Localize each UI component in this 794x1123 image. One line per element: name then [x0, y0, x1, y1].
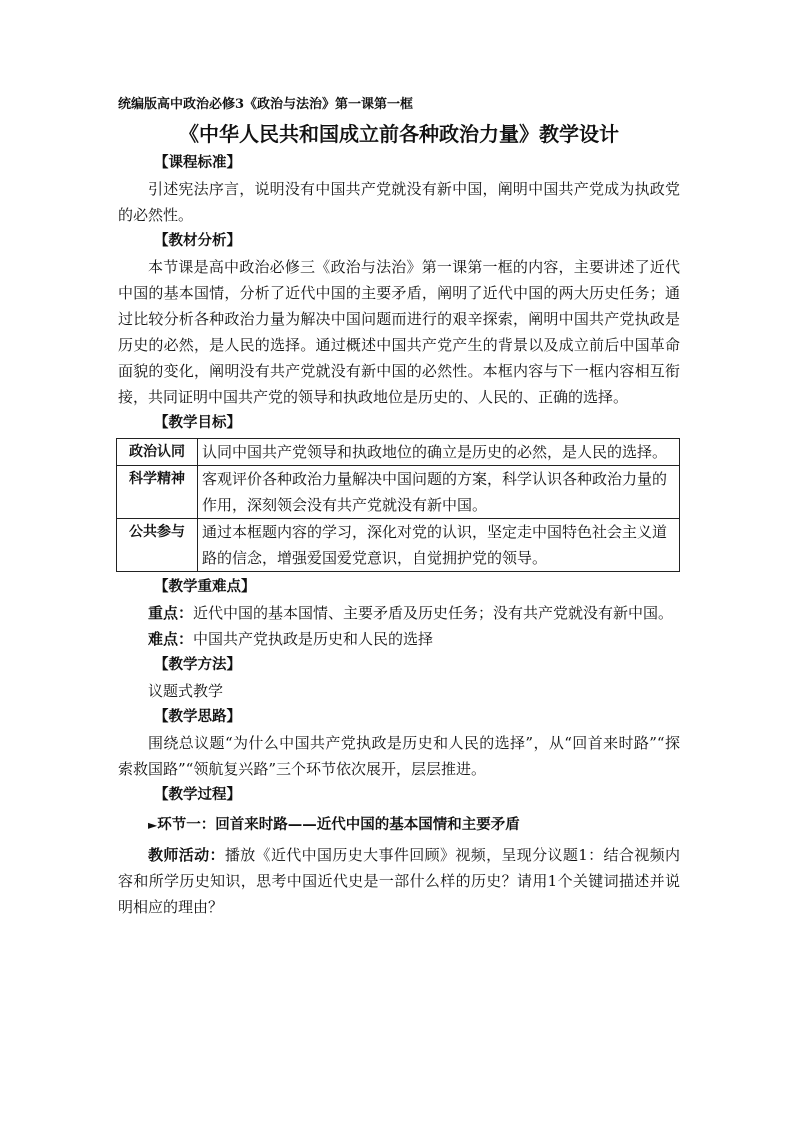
method-paragraph: 议题式教学 [148, 682, 224, 700]
teacher-activity-paragraph [118, 842, 680, 920]
table-row [117, 439, 680, 466]
section-heading-approach: 【教学思路】 [154, 709, 241, 725]
teacher-activity-text: 播放《近代中国历史大事件回顾》视频，呈现分议题1：结合视频内容和所学历史知识，思考中国近代史是一部什么样的历史？请用1个关键词描述并说明相应的理由？ [118, 846, 680, 916]
document-body [118, 150, 680, 920]
goal-value: 客观评价各种政治力量解决中国问题的方案，科学认识各种政治力量的作用，深刻领会没有共产党就没有新中国。 [198, 466, 680, 519]
section-heading-method: 【教学方法】 [154, 657, 241, 673]
table-row [117, 519, 680, 572]
goal-key: 公共参与 [117, 519, 198, 572]
step-one-heading [118, 812, 680, 838]
section-heading-keypoints: 【教学重难点】 [154, 579, 256, 595]
table-row [117, 466, 680, 519]
document-subheading: 统编版高中政治必修3《政治与法治》第一课第一框 [118, 97, 414, 112]
focus-paragraph [118, 600, 680, 626]
section-heading-analysis: 【教材分析】 [154, 233, 241, 249]
section-heading-curriculum: 【课程标准】 [154, 155, 241, 171]
analysis-paragraph: 本节课是高中政治必修三《政治与法治》第一课第一框的内容，主要讲述了近代中国的基本国情，分析了近代中国的主要矛盾，阐明了近代中国的两大历史任务；通过比较分析各种政治力量为解决中国问题而进行的艰辛探索，阐明中国共产党执政是历史的必然，是人民的选择。通过概述中国共产党产生的背景以及成立前后中国革命面貌的变化，阐明没有共产党就没有新中国的必然性。本框内容与下一框内容相互衔接，共同证明中国共产党的领导和执政地位是历史的、人民的、正确的选择。 [118, 258, 680, 406]
difficulty-text: 中国共产党执政是历史和人民的选择 [193, 630, 434, 648]
focus-text: 近代中国的基本国情、主要矛盾及历史任务；没有共产党就没有新中国。 [193, 604, 674, 622]
step-one-title: 环节一：回首来时路——近代中国的基本国情和主要矛盾 [157, 817, 520, 833]
approach-paragraph: 围绕总议题“为什么中国共产党执政是历史和人民的选择”，从“回首来时路”“探索救国路”“领航复兴路”三个环节依次展开，层层推进。 [118, 734, 680, 778]
section-heading-process: 【教学过程】 [154, 787, 241, 803]
curriculum-paragraph: 引述宪法序言，说明没有中国共产党就没有新中国，阐明中国共产党成为执政党的必然性。 [118, 180, 680, 224]
difficulty-label: 难点： [148, 630, 194, 648]
section-heading-goals: 【教学目标】 [154, 415, 241, 431]
goal-value: 认同中国共产党领导和执政地位的确立是历史的必然，是人民的选择。 [198, 439, 680, 466]
goal-value: 通过本框题内容的学习，深化对党的认识，坚定走中国特色社会主义道路的信念，增强爱国爱党意识，自觉拥护党的领导。 [198, 519, 680, 572]
difficulty-paragraph [118, 626, 680, 652]
teacher-activity-label: 教师活动： [148, 846, 225, 864]
goal-key: 政治认同 [117, 439, 198, 466]
focus-label: 重点： [148, 604, 194, 622]
document-title: 《中华人民共和国成立前各种政治力量》教学设计 [179, 122, 619, 146]
triangle-marker-icon: ► [148, 818, 158, 832]
goal-key: 科学精神 [117, 466, 198, 519]
goals-table [116, 438, 680, 572]
